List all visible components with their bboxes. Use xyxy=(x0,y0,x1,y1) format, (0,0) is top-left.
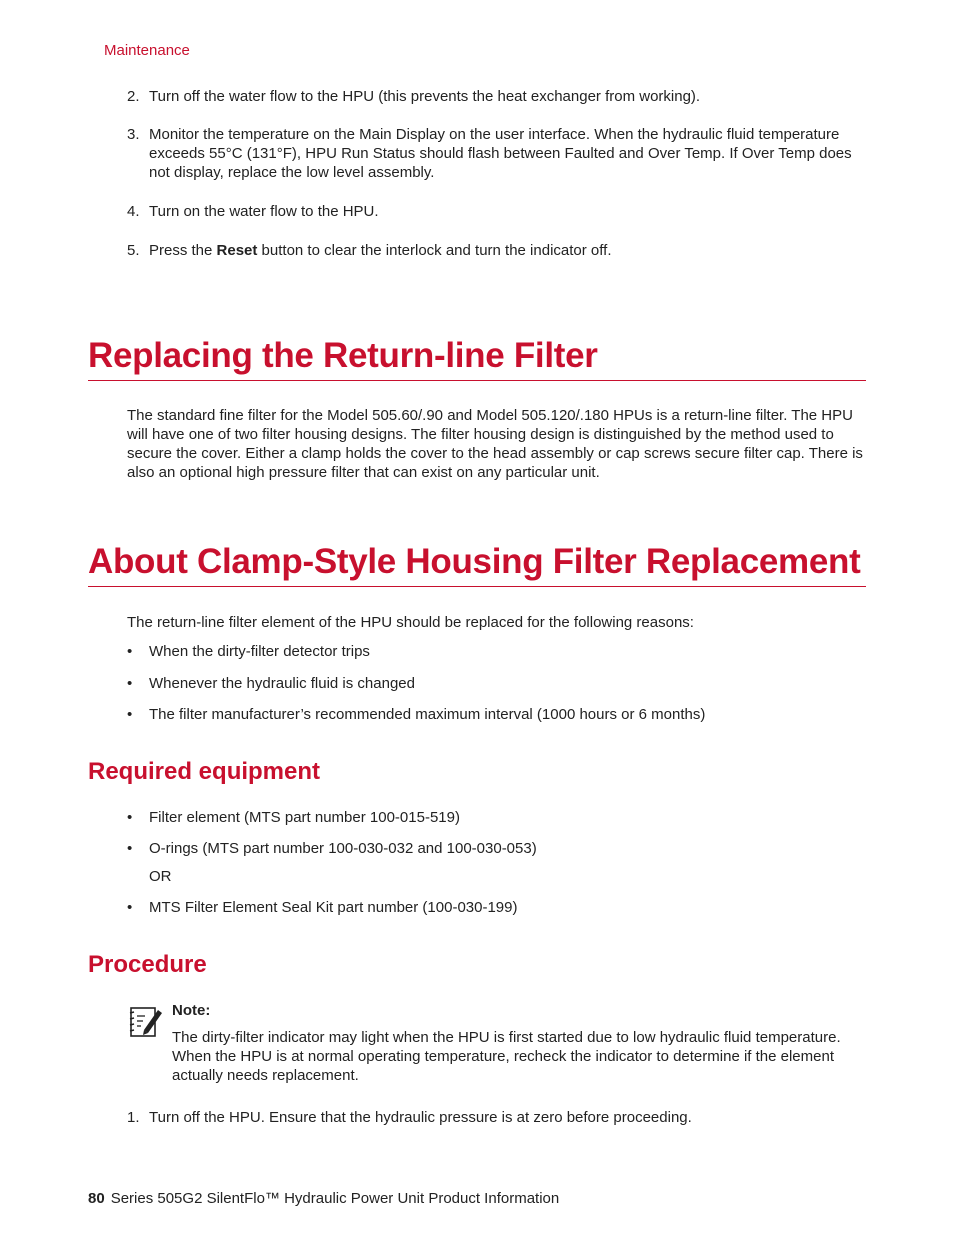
reason-list-item xyxy=(127,705,867,724)
equipment-text: Filter element (MTS part number 100-015-519) xyxy=(149,809,460,826)
reason-text: When the dirty-filter detector trips xyxy=(149,643,370,660)
heading-clamp-style-replacement: About Clamp-Style Housing Filter Replacement xyxy=(88,542,866,587)
reason-text: The filter manufacturer’s recommended maximum interval (1000 hours or 6 months) xyxy=(149,706,706,723)
procedure-step-1 xyxy=(127,1108,867,1127)
running-head: Maintenance xyxy=(104,42,190,59)
page-footer xyxy=(88,1189,559,1208)
equipment-text: O-rings (MTS part number 100-030-032 and 100-030-053) xyxy=(149,840,537,857)
bullet-icon: • xyxy=(127,706,133,723)
reason-text: Whenever the hydraulic fluid is changed xyxy=(149,675,415,692)
step-number: 3. xyxy=(127,126,140,143)
step-number: 1. xyxy=(127,1109,140,1126)
step-text: Monitor the temperature on the Main Display on the user interface. When the hydraulic fluid temperature exceeds 55°C (131°F), HPU Run Status should flash between Faulted and Over Temp. If Over Temp does not display, replace the low level assembly. xyxy=(149,126,852,181)
bullet-icon: • xyxy=(127,840,133,857)
step-text-before: Press the xyxy=(149,242,217,259)
replacement-intro: The return-line filter element of the HPU should be replaced for the following reasons: xyxy=(127,614,694,631)
step-number: 5. xyxy=(127,242,140,259)
step-2 xyxy=(127,87,867,106)
step-4 xyxy=(127,202,867,221)
or-separator: OR xyxy=(149,868,172,885)
reason-list-item xyxy=(127,642,867,661)
page-number: 80 xyxy=(88,1190,105,1207)
equipment-list-item xyxy=(127,898,867,917)
step-text: Turn on the water flow to the HPU. xyxy=(149,203,379,220)
step-number: 2. xyxy=(127,88,140,105)
equipment-text: MTS Filter Element Seal Kit part number (100-030-199) xyxy=(149,899,518,916)
equipment-list-item xyxy=(127,839,867,858)
equipment-list-item xyxy=(127,808,867,827)
reset-button-reference: Reset xyxy=(216,242,258,259)
heading-replacing-return-line-filter: Replacing the Return-line Filter xyxy=(88,336,866,381)
document-title: Series 505G2 SilentFlo™ Hydraulic Power Unit Product Information xyxy=(110,1190,560,1207)
step-number: 4. xyxy=(127,203,140,220)
bullet-icon: • xyxy=(127,899,133,916)
bullet-icon: • xyxy=(127,809,133,826)
heading-procedure: Procedure xyxy=(88,951,207,978)
note-body: The dirty-filter indicator may light when the HPU is first started due to low hydraulic fluid temperature. When the HPU is at normal operating temperature, recheck the indicator to determine if the element actually needs replacement. xyxy=(172,1029,841,1084)
reason-list-item xyxy=(127,674,867,693)
heading-required-equipment: Required equipment xyxy=(88,758,321,785)
step-5 xyxy=(127,241,867,260)
bullet-icon: • xyxy=(127,675,133,692)
note-pencil-icon xyxy=(128,1004,164,1040)
step-text xyxy=(149,241,867,260)
note-title: Note: xyxy=(172,1002,211,1019)
step-text: Turn off the HPU. Ensure that the hydraulic pressure is at zero before proceeding. xyxy=(149,1109,692,1126)
step-3 xyxy=(127,125,867,182)
return-line-filter-paragraph: The standard fine filter for the Model 505.60/.90 and Model 505.120/.180 HPUs is a return-line filter. The HPU will have one of two filter housing designs. The filter housing design is distinguished by the method used to secure the cover. Either a clamp holds the cover to the head assembly or cap screws secure filter cap. There is also an optional high pressure filter that can exist on any particular unit. xyxy=(127,407,863,481)
step-text: Turn off the water flow to the HPU (this prevents the heat exchanger from working). xyxy=(149,88,701,105)
step-text-after: button to clear the interlock and turn the indicator off. xyxy=(257,242,612,259)
bullet-icon: • xyxy=(127,643,133,660)
